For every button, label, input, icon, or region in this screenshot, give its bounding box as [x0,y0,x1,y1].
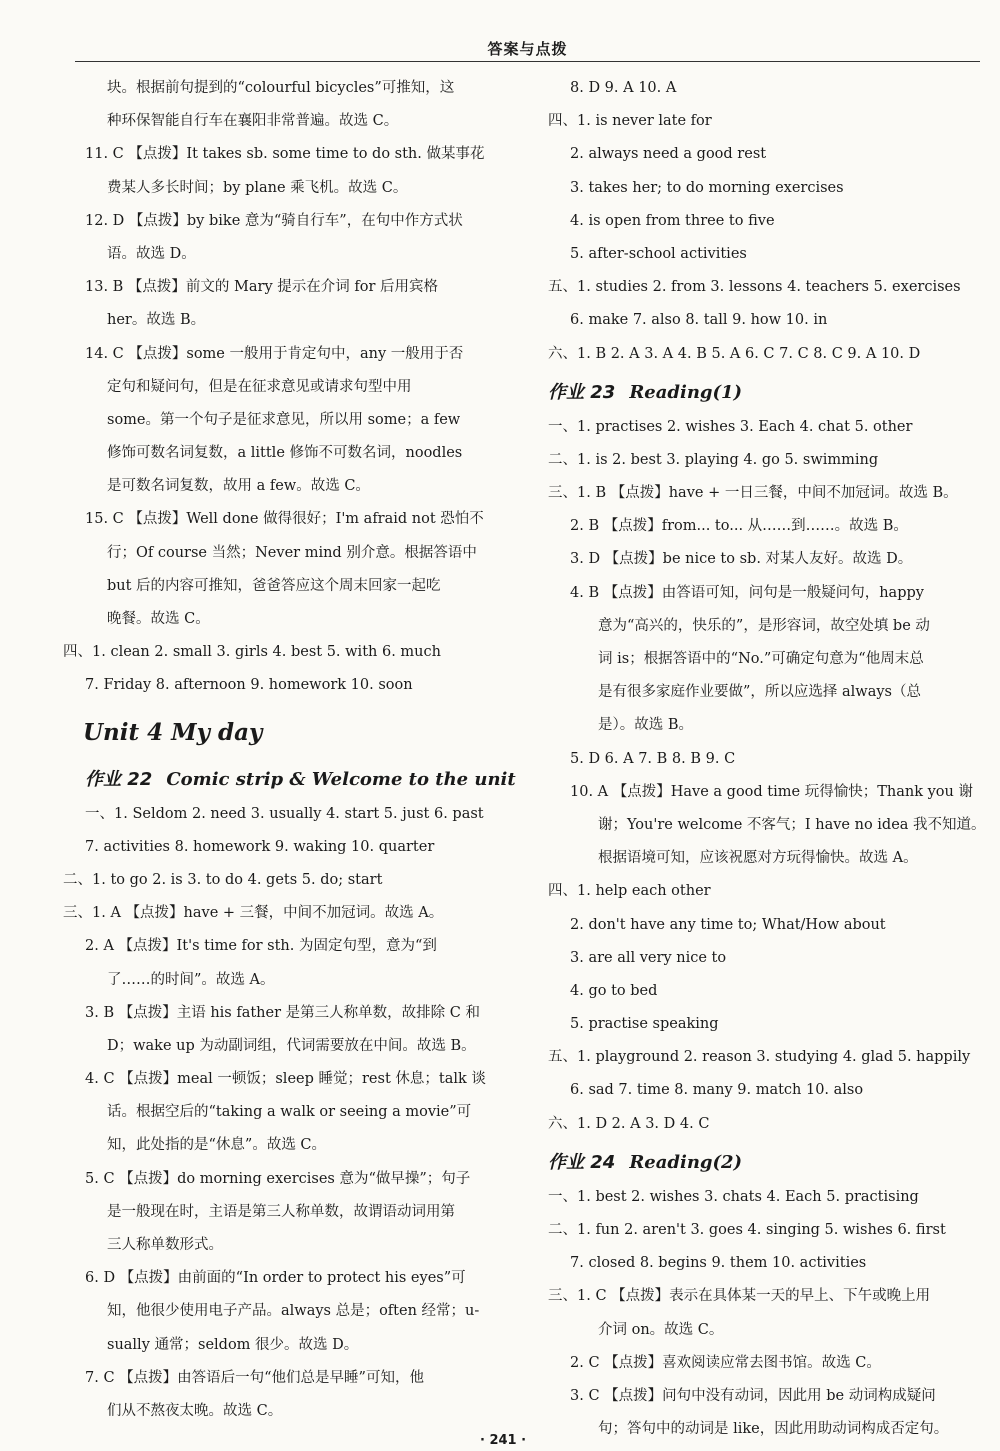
text-line: 15. C 【点拨】Well done 做得很好；I'm afraid not 恐怕不 [85,511,484,528]
text-line: 2. B 【点拨】from... to... 从……到……。故选 B。 [570,518,908,535]
text-line: 4. C 【点拨】meal 一顿饭；sleep 睡觉；rest 休息；talk 谈 [85,1071,486,1088]
text-line: 介词 on。故选 C。 [598,1321,724,1338]
text-line: 五、1. playground 2. reason 3. studying 4. glad 5. happily [548,1049,971,1066]
text-line: 是可数名词复数，故用 a few。故选 C。 [107,478,370,495]
hw22-block [63,798,517,1429]
section-title-hw22 [85,758,517,798]
text-line: 2. don't have any time to; What/How about [570,916,886,933]
text-line: 词 is；根据答语中的“No.”可确定句意为“他周末总 [598,651,924,667]
left-column [63,72,517,1428]
section-tag: 作业 23 [548,381,616,403]
text-line: 们从不熬夜太晚。故选 C。 [107,1402,283,1419]
text-line: 意为“高兴的，快乐的”，是形容词，故空处填 be 动 [598,617,930,634]
right-column [548,72,986,1446]
text-line: 六、1. B 2. A 3. A 4. B 5. A 6. C 7. C 8. C 9. A 10. D [548,345,921,362]
text-line: 4. go to bed [570,982,658,999]
text-line: 一、1. best 2. wishes 3. chats 4. Each 5. practising [548,1188,919,1205]
text-line: 四、1. help each other [548,883,711,900]
text-line: 二、1. to go 2. is 3. to do 4. gets 5. do; start [63,871,383,888]
page-header [75,0,980,62]
text-line: 6. make 7. also 8. tall 9. how 10. in [570,312,828,329]
right-top-block [548,72,980,371]
text-line: 5. D 6. A 7. B 8. B 9. C [570,750,736,767]
text-line: 一、1. Seldom 2. need 3. usually 4. start 5. just 6. past [85,805,484,822]
section-title-hw23 [548,371,980,411]
text-line: 4. B 【点拨】由答语可知，问句是一般疑问句，happy [570,584,924,601]
text-line: 一、1. practises 2. wishes 3. Each 4. chat 5. other [548,418,913,435]
text-line: some。第一个句子是征求意见，所以用 some；a few [107,411,461,428]
section-tag: 作业 22 [85,768,153,790]
text-line: 5. C 【点拨】do morning exercises 意为“做早操”；句子 [85,1170,471,1187]
text-line: 5. after-school activities [570,245,747,262]
text-line: 7. Friday 8. afternoon 9. homework 10. soon [85,677,413,694]
text-line: 了……的时间”。故选 A。 [107,971,275,988]
text-line: 四、1. is never late for [548,113,712,130]
text-line: 知，他很少使用电子产品。always 总是；often 经常；u- [107,1303,480,1320]
section-tag: 作业 24 [548,1151,616,1173]
hw23-block [548,411,986,1141]
text-line: D；wake up 为动副词组，代词需要放在中间。故选 B。 [107,1037,476,1054]
hw24-block [548,1181,980,1447]
text-line: 14. C 【点拨】some 一般用于肯定句中，any 一般用于否 [85,345,464,362]
text-line: 3. C 【点拨】问句中没有动词，因此用 be 动词构成疑问 [570,1387,936,1404]
text-line: 三、1. C 【点拨】表示在具体某一天的早上、下午或晚上用 [548,1288,931,1305]
text-line: 四、1. clean 2. small 3. girls 4. best 5. with 6. much [63,644,441,661]
text-line: 定句和疑问句，但是在征求意见或请求句型中用 [107,378,412,395]
text-line: 4. is open from three to five [570,212,775,229]
text-line: 三、1. B 【点拨】have + 一日三餐，中间不加冠词。故选 B。 [548,485,958,502]
section-title-hw24 [548,1141,980,1181]
text-line: 2. A 【点拨】It's time for sth. 为固定句型，意为“到 [85,938,437,955]
text-line: 二、1. is 2. best 3. playing 4. go 5. swimming [548,451,879,468]
text-line: 语。故选 D。 [107,245,196,262]
text-line: 8. D 9. A 10. A [570,80,677,96]
text-line: 2. C 【点拨】喜欢阅读应常去图书馆。故选 C。 [570,1354,881,1371]
left-top-block [63,72,517,703]
text-line: 三、1. A 【点拨】have + 三餐，中间不加冠词。故选 A。 [63,905,444,922]
text-line: 7. C 【点拨】由答语后一句“他们总是早睡”可知，他 [85,1369,424,1386]
text-line: 六、1. D 2. A 3. D 4. C [548,1115,710,1132]
text-line: 二、1. fun 2. aren't 3. goes 4. singing 5. wishes 6. first [548,1222,946,1238]
text-line: 13. B 【点拨】前文的 Mary 提示在介词 for 后用宾格 [85,279,439,296]
text-line: her。故选 B。 [107,312,206,329]
text-line: but 后的内容可推知，爸爸答应这个周末回家一起吃 [107,577,441,594]
text-line: sually 通常；seldom 很少。故选 D。 [107,1336,359,1353]
text-line: 3. B 【点拨】主语 his father 是第三人称单数，故排除 C 和 [85,1004,480,1021]
text-line: 5. practise speaking [570,1016,719,1033]
text-line: 行；Of course 当然；Never mind 别介意。根据答语中 [107,544,477,561]
text-line: 修饰可数名词复数，a little 修饰不可数名词，noodles [107,445,463,462]
text-line: 12. D 【点拨】by bike 意为“骑自行车”，在句中作方式状 [85,212,463,229]
header-title: 答案与点拨 [487,40,568,58]
text-line: 谢；You're welcome 不客气；I have no idea 我不知道。 [598,816,986,833]
section-name: Reading(2) [629,1151,743,1173]
section-name: Comic strip & Welcome to the unit [166,768,516,790]
text-line: 3. are all very nice to [570,949,727,966]
text-line: 三人称单数形式。 [107,1237,223,1253]
text-line: 6. D 【点拨】由前面的“In order to protect his eyes”可 [85,1270,466,1287]
text-line: 块。根据前句提到的“colourful bicycles”可推知，这 [107,80,455,96]
text-line: 根据语境可知，应该祝愿对方玩得愉快。故选 A。 [598,850,918,867]
text-line: 3. D 【点拨】be nice to sb. 对某人友好。故选 D。 [570,551,913,568]
text-line: 晚餐。故选 C。 [107,611,210,627]
text-line: 费某人多长时间；by plane 乘飞机。故选 C。 [107,179,408,196]
text-line: 7. closed 8. begins 9. them 10. activities [570,1255,867,1272]
text-line: 是）。故选 B。 [598,717,694,734]
text-line: 3. takes her; to do morning exercises [570,179,844,196]
section-name: Reading(1) [629,381,743,403]
text-line: 句；答句中的动词是 like，因此用助动词构成否定句。 [598,1421,949,1438]
text-line: 种环保智能自行车在襄阳非常普遍。故选 C。 [107,113,399,130]
text-line: 是一般现在时，主语是第三人称单数，故谓语动词用第 [107,1203,455,1220]
text-line: 11. C 【点拨】It takes sb. some time to do sth. 做某事花 [85,146,485,163]
text-line: 五、1. studies 2. from 3. lessons 4. teachers 5. exercises [548,279,961,296]
text-line: 7. activities 8. homework 9. waking 10. quarter [85,838,435,855]
text-line: 10. A 【点拨】Have a good time 玩得愉快；Thank you 谢 [570,783,973,800]
text-line: 知，此处指的是“休息”。故选 C。 [107,1137,327,1154]
text-line: 6. sad 7. time 8. many 9. match 10. also [570,1082,864,1099]
unit-title: Unit 4 My day [83,718,263,746]
text-line: 是有很多家庭作业要做”，所以应选择 always（总 [598,684,921,701]
text-line: 话。根据空后的“taking a walk or seeing a movie”可 [107,1104,472,1121]
text-line: 2. always need a good rest [570,146,767,163]
page-number: · 241 · [480,1433,527,1448]
